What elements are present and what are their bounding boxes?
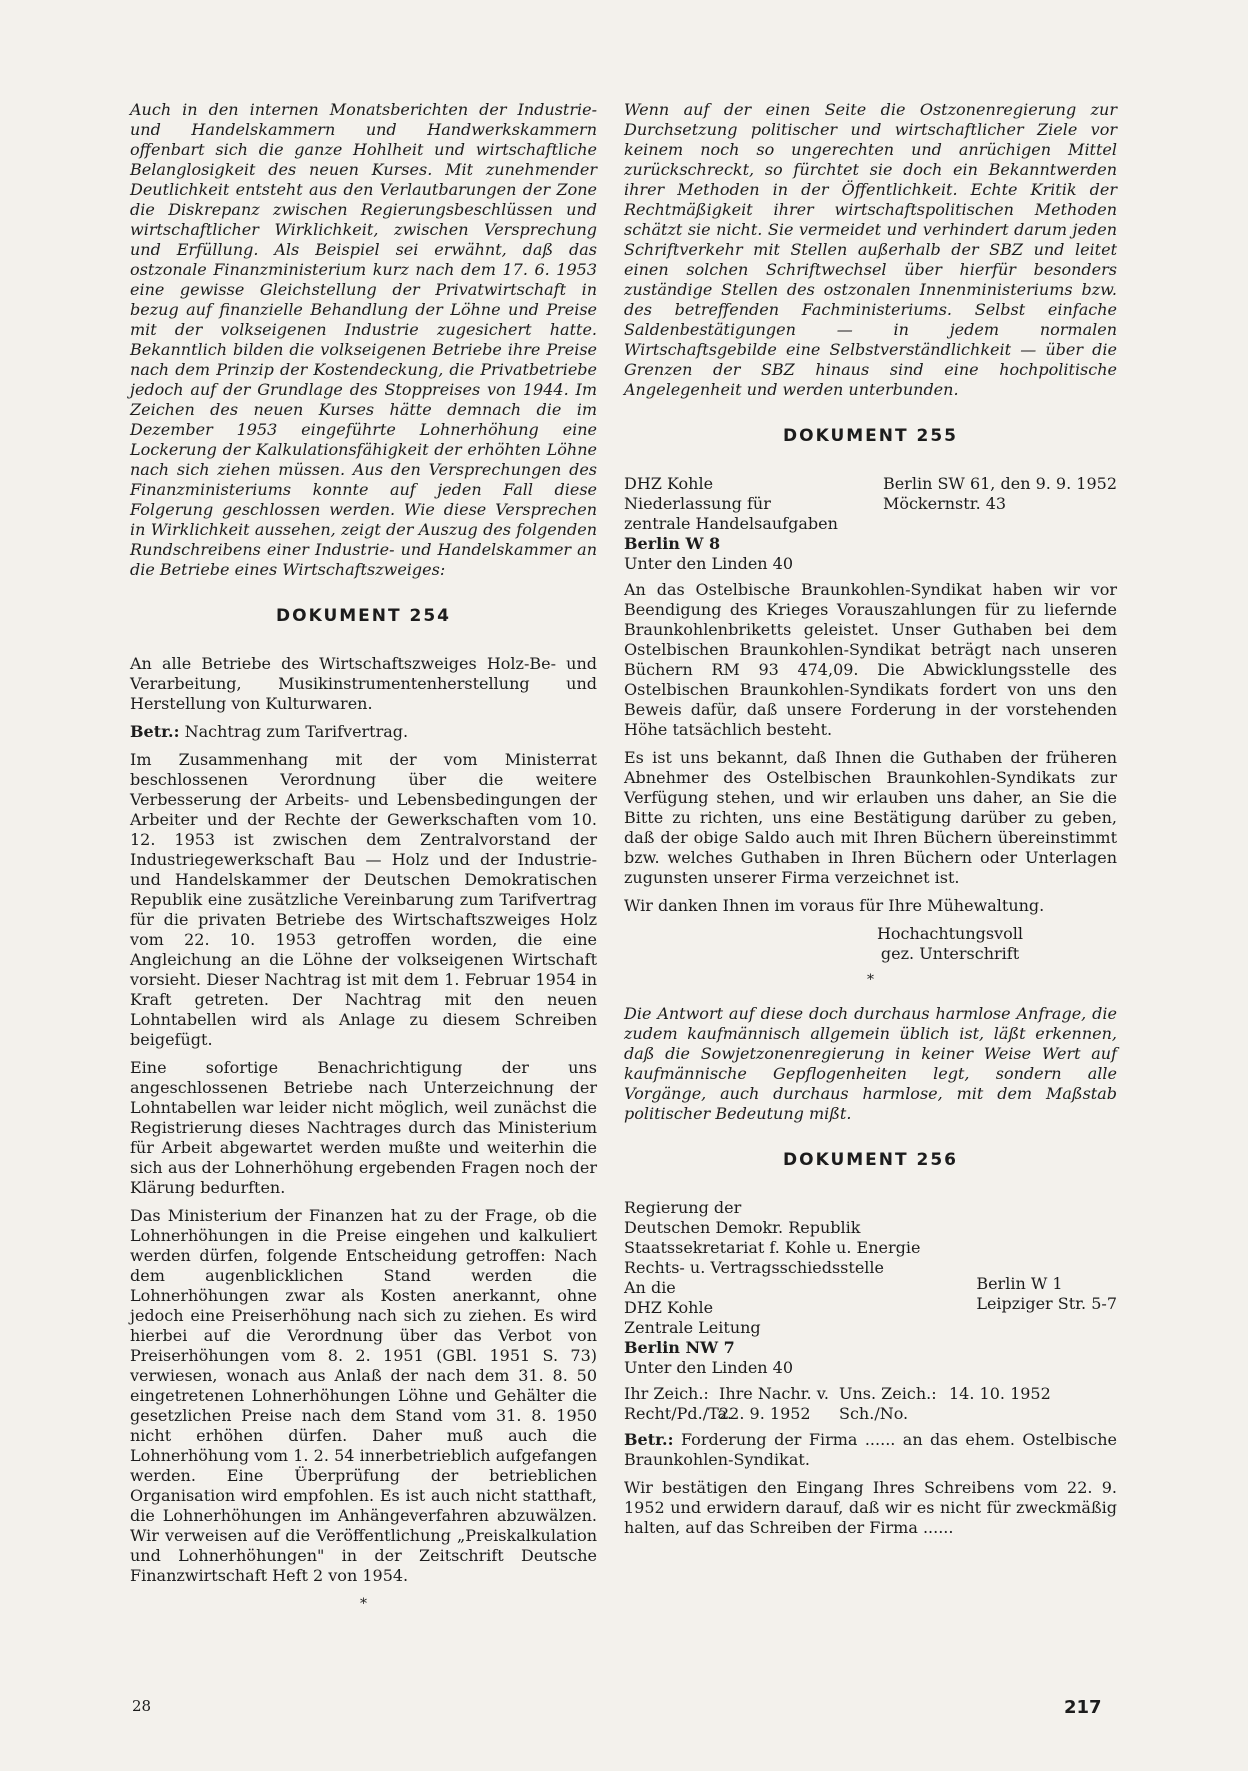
document-255-address-block (624, 474, 1117, 574)
ref-label: Ihr Zeich.: (624, 1384, 709, 1403)
section-separator: * (867, 972, 874, 988)
sender-line: DHZ Kohle (624, 474, 714, 493)
place-date-line: Berlin SW 61, den 9. 9. 1952 (882, 474, 1117, 493)
signature-block (860, 924, 1040, 964)
subject-text: Forderung der Firma ...... an das ehem. Ostelbische Braunkohlen-Syndikat. (624, 1430, 1117, 1469)
place-line: Leipziger Str. 5-7 (976, 1294, 1117, 1313)
sender-line: zentrale Handelsaufgaben (624, 514, 838, 533)
recipient-line: An die (624, 1278, 676, 1297)
page-number-right: 217 (1064, 1697, 1102, 1718)
subject-label: Betr.: (130, 722, 180, 741)
document-254-addressee: An alle Betriebe des Wirtschaftszweiges Holz-Be- und Verarbeitung, Musikinstrumentenherstellung und Herstellung von Kulturwaren. (130, 654, 597, 713)
reference-line (624, 1384, 1117, 1424)
document-254-paragraph: Das Ministerium der Finanzen hat zu der Frage, ob die Lohnerhöhungen in die Preise eingehen und kalkuliert werden dürfen, folgende Entscheidung getroffen: Nach dem augenblicklichen Stand werden die Lohnerhöhungen zwar als Kosten anerkannt, ohne jedoch eine Preiserhöhung nach sich zu ziehen. Es wird hierbei auf die Verordnung über das Verbot von Preiserhöhungen vom 8. 2. 1951 (GBl. 1951 S. 73) verwiesen, wonach aus Anlaß der nach dem 31. 8. 50 eingetretenen Lohnerhöhungen Löhne und Gehälter die gesetzlichen Preise nach dem Stand vom 31. 8. 1950 nicht erhöhen dürfen. Daher muß auch die Lohnerhöhung vom 1. 2. 54 innerbetrieblich aufgefangen werden. Eine Überprüfung der betrieblichen Organisation wird empfohlen. Es ist auch nicht statthaft, die Lohnerhöhungen im Anhängeverfahren abzuwälzen. Wir verweisen auf die Veröffentlichung „Preiskalkulation und Lohnerhöhungen" in der Zeitschrift Deutsche Finanzwirtschaft Heft 2 von 1954. (130, 1206, 597, 1585)
ref-date: 14. 10. 1952 (949, 1384, 1051, 1403)
ref-label: Uns. Zeich.: (839, 1384, 937, 1403)
commentary: Die Antwort auf diese doch durchaus harmlose Anfrage, die zudem kaufmännisch allgemein üblich ist, läßt erkennen, daß die Sowjetzonenregierung in keiner Weise Wert auf kaufmännische Gepflogenheiten legt, sondern alle Vorgänge, auch durchaus harmlose, mit dem Maßstab politischer Bedeutung mißt. (624, 1004, 1117, 1123)
left-column (130, 100, 597, 1628)
document-254-paragraph: Im Zusammenhang mit der vom Ministerrat beschlossenen Verordnung über die weitere Verbesserung der Arbeits- und Lebensbedingungen der Arbeiter und der Rechte der Gewerkschaften vom 10. 12. 1953 ist zwischen dem Zentralvorstand der Industriegewerkschaft Bau — Holz und der Industrie- und Handelskammer der Deutschen Demokratischen Republik eine zusätzliche Vereinbarung zum Tarifvertrag für die privaten Betriebe des Wirtschaftszweiges Holz vom 22. 10. 1953 getroffen worden, die eine Angleichung an die Löhne der volkseigenen Wirtschaft vorsieht. Dieser Nachtrag ist mit dem 1. Februar 1954 in Kraft getreten. Der Nachtrag mit den neuen Lohntabellen wird als Anlage zu diesem Schreiben beigefügt. (130, 750, 597, 1049)
recipient-address (624, 1278, 793, 1378)
document-255-paragraph: Wir danken Ihnen im voraus für Ihre Mühewaltung. (624, 896, 1045, 915)
subject-label: Betr.: (624, 1430, 674, 1449)
recipient-city: Berlin NW 7 (624, 1338, 735, 1357)
recipient-street: Unter den Linden 40 (624, 1358, 794, 1377)
place-date-line: Möckernstr. 43 (882, 494, 1007, 513)
document-256-address-block (624, 1274, 1117, 1378)
closing: Hochachtungsvoll (876, 924, 1024, 943)
intro-commentary: Auch in den internen Monatsberichten der Industrie- und Handelskammern und Handwerkskammern offenbart sich die ganze Hohlheit und wirtschaftliche Belanglosigkeit des neuen Kurses. Mit zunehmender Deutlichkeit entsteht aus den Verlautbarungen der Zone die Diskrepanz zwischen Regierungsbeschlüssen und wirtschaftlicher Wirklichkeit, zwischen Versprechung und Erfüllung. Als Beispiel sei erwähnt, daß das ostzonale Finanzministerium kurz nach dem 17. 6. 1953 eine gewisse Gleichstellung der Privatwirtschaft in bezug auf finanzielle Behandlung der Löhne und Preise mit der volkseigenen Industrie zugesichert hatte. Bekanntlich bilden die volkseigenen Betriebe ihre Preise nach dem Prinzip der Kostendeckung, die Privatbetriebe jedoch auf der Grundlage des Stoppreises von 1944. Im Zeichen des neuen Kurses hätte demnach die im Dezember 1953 eingeführte Lohnerhöhung eine Lockerung der Kalkulationsfähigkeit der erhöhten Löhne nach sich ziehen müssen. Aus den Versprechungen des Finanzministeriums konnte auf jeden Fall diese Folgerung geschlossen werden. Wie diese Versprechen in Wirklichkeit aussehen, zeigt der Auszug des folgenden Rundschreibens einer Industrie- und Handelskammer an die Betriebe eines Wirtschaftszweiges: (130, 100, 597, 579)
right-column (624, 100, 1117, 1546)
document-256-paragraph: Wir bestätigen den Eingang Ihres Schreibens vom 22. 9. 1952 und erwidern darauf, daß wir es nicht für zweckmäßig halten, auf das Schreiben der Firma ...... (624, 1478, 1117, 1537)
recipient-line: DHZ Kohle (624, 1298, 714, 1317)
sender-line: Staatssekretariat f. Kohle u. Energie (624, 1238, 921, 1257)
sender-city: Berlin W 8 (624, 534, 721, 553)
recipient-line: Zentrale Leitung (624, 1318, 761, 1337)
document-254-subject (130, 722, 597, 742)
page-number-left: 28 (132, 1697, 152, 1715)
ref-label: Ihre Nachr. v. (719, 1384, 829, 1403)
document-255-paragraph: Es ist uns bekannt, daß Ihnen die Guthaben der früheren Abnehmer des Ostelbischen Braunkohlen-Syndikats zur Verfügung stehen, und wir erlauben uns daher, an Sie die Bitte zu richten, uns eine Bestätigung darüber zu geben, daß der obige Saldo auch mit Ihren Büchern übereinstimmt bzw. welches Guthaben in Ihren Büchern oder Unterlagen zugunsten unserer Firma verzeichnet ist. (624, 748, 1117, 887)
signature: gez. Unterschrift (880, 944, 1020, 963)
document-256-heading: DOKUMENT 256 (783, 1150, 958, 1170)
ref-value: Recht/Pd./Ta. (624, 1404, 733, 1423)
subject-text: Nachtrag zum Tarifvertrag. (184, 722, 409, 741)
sender-line: Rechts- u. Vertragsschiedsstelle (624, 1258, 884, 1277)
sender-line: Regierung der (624, 1198, 742, 1217)
sender-place (976, 1274, 1117, 1378)
document-254-paragraph: Eine sofortige Benachrichtigung der uns angeschlossenen Betriebe nach Unterzeichnung der Lohntabellen war leider nicht möglich, weil zunächst die Registrierung dieses Nachtrages durch das Ministerium für Arbeit abgewartet werden mußte und weiterhin die sich aus der Lohnerhöhung ergebenden Fragen noch der Klärung bedurften. (130, 1058, 597, 1197)
document-256-subject (624, 1430, 1117, 1470)
document-255-heading: DOKUMENT 255 (783, 426, 958, 446)
intro-commentary: Wenn auf der einen Seite die Ostzonenregierung zur Durchsetzung politischer und wirtschaftlicher Ziele vor keinem noch so ungerechten und anrüchigen Mittel zurückschreckt, so fürchtet sie doch ein Bekanntwerden ihrer Methoden in der Öffentlichkeit. Echte Kritik der Rechtmäßigkeit ihrer wirtschaftspolitischen Methoden schätzt sie nicht. Sie vermeidet und verhindert darum jeden Schriftverkehr mit Stellen außerhalb der SBZ und leitet einen solchen Schriftwechsel über hierfür besonders zuständige Stellen des ostzonalen Innenministeriums bzw. des betreffenden Fachministeriums. Selbst einfache Saldenbestätigungen — in jedem normalen Wirtschaftsgebilde eine Selbstverständlichkeit — über die Grenzen der SBZ hinaus sind eine hochpolitische Angelegenheit und werden unterbunden. (624, 100, 1117, 399)
document-255-paragraph: An das Ostelbische Braunkohlen-Syndikat haben wir vor Beendigung des Krieges Vorauszahlungen für zu liefernde Braunkohlenbriketts geleistet. Unser Guthaben bei dem Ostelbischen Braunkohlen-Syndikat beträgt nach unseren Büchern RM 93 474,09. Die Abwicklungsstelle des Ostelbischen Braunkohlen-Syndikats fordert von uns den Beweis dafür, daß unsere Forderung in der vorstehenden Höhe tatsächlich besteht. (624, 580, 1117, 739)
document-256-sender (624, 1198, 1117, 1278)
sender-line: Deutschen Demokr. Republik (624, 1218, 861, 1237)
ref-value: 22. 9. 1952 (719, 1404, 811, 1423)
sender-street: Unter den Linden 40 (624, 554, 794, 573)
place-line: Berlin W 1 (976, 1274, 1063, 1293)
ref-value: Sch./No. (839, 1404, 909, 1423)
sender-address (624, 474, 838, 574)
place-date (883, 474, 1117, 574)
section-separator: * (360, 1596, 367, 1612)
document-254-heading: DOKUMENT 254 (276, 606, 451, 626)
sender-line: Niederlassung für (624, 494, 771, 513)
